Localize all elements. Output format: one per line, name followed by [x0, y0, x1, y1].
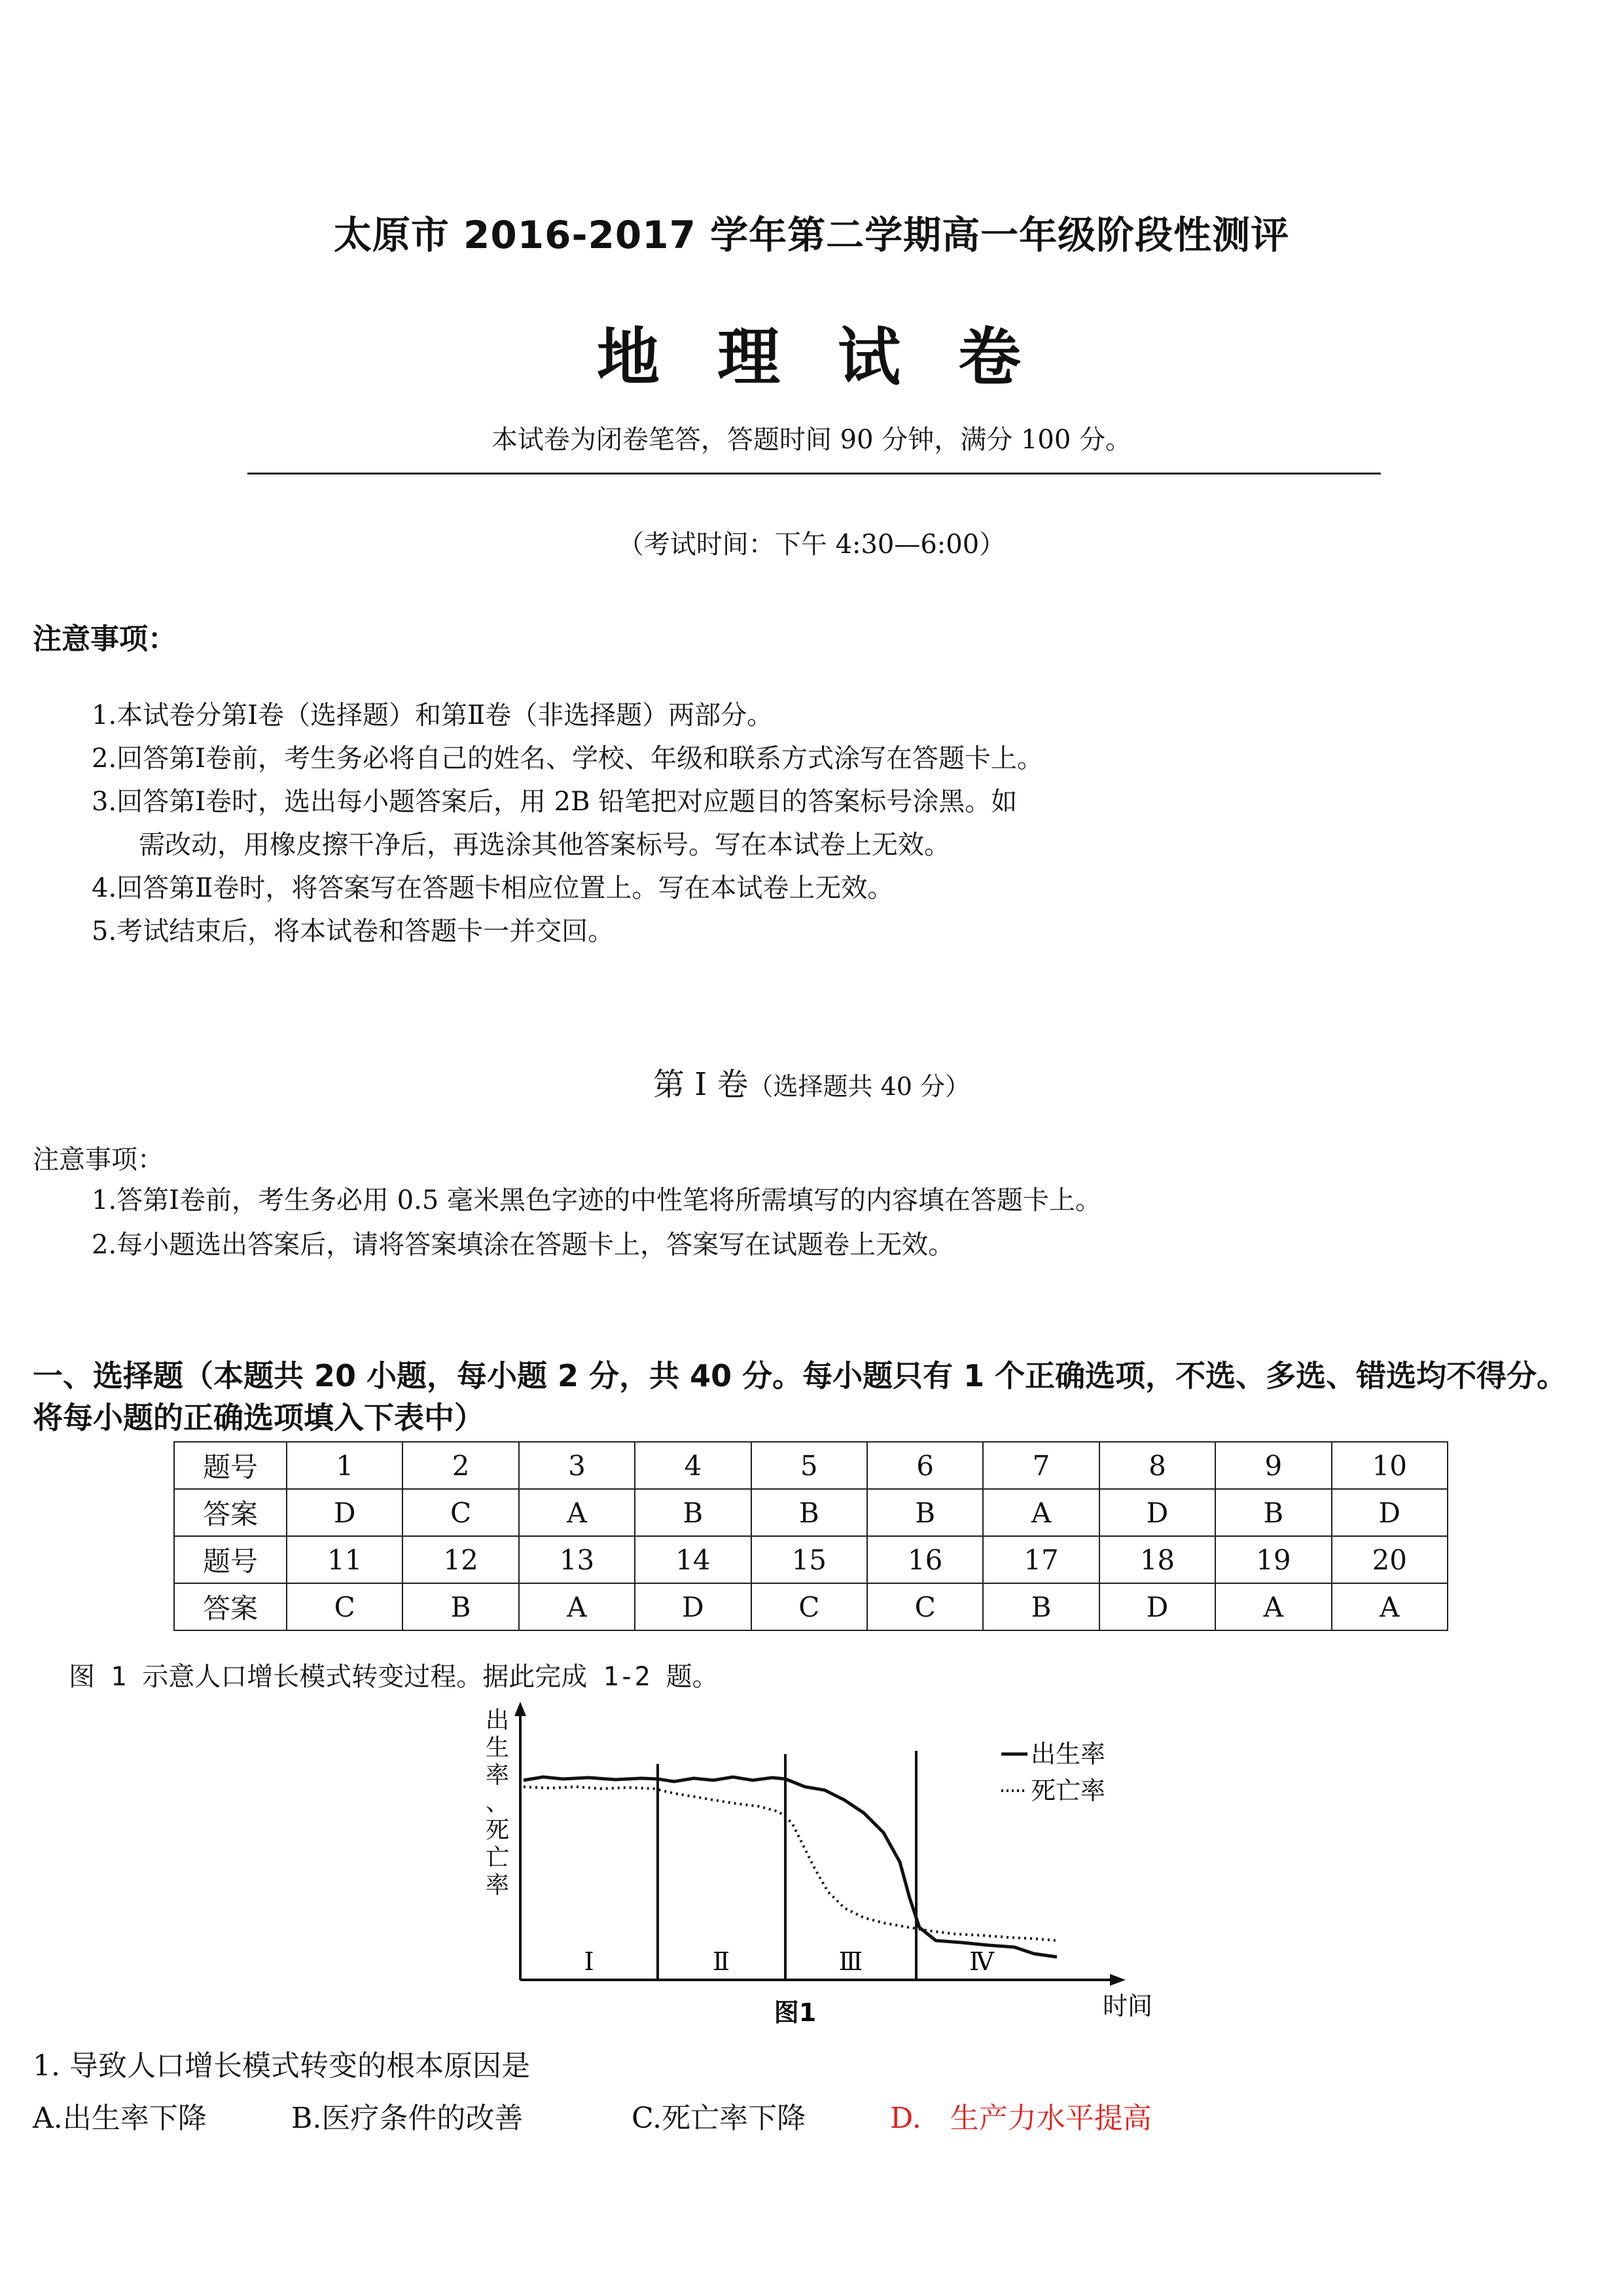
- question-number-cell: 8: [1099, 1442, 1215, 1489]
- notice-item: 2.回答第Ⅰ卷前，考生务必将自己的姓名、学校、年级和联系方式涂写在答题卡上。: [92, 744, 1043, 774]
- answer-cell: C: [867, 1583, 983, 1630]
- question-number-cell: 16: [867, 1536, 983, 1583]
- legend-death-label: 死亡率: [1031, 1776, 1106, 1805]
- answer-cell: A: [519, 1489, 635, 1536]
- question-number-cell: 5: [751, 1442, 867, 1489]
- answer-cell: C: [751, 1583, 867, 1630]
- row-label: 题号: [174, 1442, 287, 1489]
- figure-caption: 图 1 示意人口增长模式转变过程。据此完成 1-2 题。: [69, 1662, 719, 1692]
- question-number-cell: 20: [1332, 1536, 1448, 1583]
- question-number-cell: 11: [287, 1536, 402, 1583]
- divider-line: [247, 473, 1381, 475]
- exam-title: 太原市 2016-2017 学年第二学期高一年级阶段性测评: [333, 213, 1290, 257]
- stage-label: Ⅲ: [838, 1947, 863, 1976]
- answer-cell: B: [983, 1583, 1099, 1630]
- y-axis-label: [486, 1707, 516, 1899]
- table-row: [174, 1442, 1448, 1489]
- table-row: [174, 1489, 1448, 1536]
- notice-list: [92, 694, 1043, 953]
- answer-cell: A: [519, 1583, 635, 1630]
- notice-item: 1.本试卷分第Ⅰ卷（选择题）和第Ⅱ卷（非选择题）两部分。: [92, 700, 774, 730]
- answer-cell: B: [751, 1489, 867, 1536]
- x-axis-label: 时间: [1103, 1992, 1153, 2020]
- question-number-cell: 12: [402, 1536, 518, 1583]
- stage-label: Ⅰ: [584, 1947, 594, 1976]
- question-number-cell: 7: [983, 1442, 1099, 1489]
- option-c: C.死亡率下降: [632, 2102, 806, 2135]
- question-number-cell: 19: [1215, 1536, 1331, 1583]
- y-label-char: 亡: [486, 1844, 510, 1871]
- population-transition-figure: [458, 1702, 1178, 2029]
- option-b: B.医疗条件的改善: [291, 2102, 524, 2135]
- question-number-cell: 13: [519, 1536, 635, 1583]
- option-a: A.出生率下降: [33, 2102, 207, 2135]
- figure-label: 图1: [774, 1998, 817, 2027]
- answer-cell: A: [1215, 1583, 1331, 1630]
- question-number-cell: 3: [519, 1442, 635, 1489]
- y-label-char: 出: [486, 1707, 510, 1734]
- stage-label: Ⅳ: [969, 1947, 994, 1976]
- notice-item: 3.回答第Ⅰ卷时，选出每小题答案后，用 2B 铅笔把对应题目的答案标号涂黑。如: [92, 787, 1018, 817]
- part1-notice-item: 1.答第Ⅰ卷前，考生务必用 0.5 毫米黑色字迹的中性笔将所需填写的内容填在答题卡上。: [92, 1185, 1102, 1215]
- answer-cell: C: [287, 1583, 402, 1630]
- answer-cell: D: [1332, 1489, 1448, 1536]
- section1-heading: 一、选择题（本题共 20 小题，每小题 2 分，共 40 分。每小题只有 1 个正确选项，不选、多选、错选均不得分。将每小题的正确选项填入下表中）: [33, 1358, 1567, 1435]
- notice-item: 需改动，用橡皮擦干净后，再选涂其他答案标号。写在本试卷上无效。: [139, 830, 950, 860]
- question-number-cell: 9: [1215, 1442, 1331, 1489]
- answer-cell: C: [402, 1489, 518, 1536]
- y-label-char: 死: [486, 1817, 510, 1844]
- answer-cell: D: [635, 1583, 751, 1630]
- row-label: 题号: [174, 1536, 287, 1583]
- y-label-char: 、: [486, 1789, 510, 1816]
- part1-notice-heading: 注意事项：: [33, 1145, 164, 1175]
- death-rate-line: [524, 1787, 1057, 1941]
- stage-label: Ⅱ: [713, 1947, 730, 1976]
- question-number-cell: 18: [1099, 1536, 1215, 1583]
- table-row: [174, 1536, 1448, 1583]
- part1-notice-list: [92, 1178, 1101, 1267]
- row-label: 答案: [174, 1583, 287, 1630]
- answer-cell: A: [983, 1489, 1099, 1536]
- y-label-char: 生: [486, 1734, 510, 1761]
- question-number-cell: 2: [402, 1442, 518, 1489]
- exam-time: （考试时间：下午 4:30—6:00）: [617, 529, 1006, 560]
- question1-stem: 1. 导致人口增长模式转变的根本原因是: [33, 2049, 530, 2083]
- part1-subtitle: （选择题共 40 分）: [748, 1072, 970, 1101]
- birth-rate-line: [524, 1777, 1057, 1957]
- answer-cell: D: [1099, 1583, 1215, 1630]
- answer-cell: B: [402, 1583, 518, 1630]
- row-label: 答案: [174, 1489, 287, 1536]
- question-number-cell: 6: [867, 1442, 983, 1489]
- answer-cell: D: [1099, 1489, 1215, 1536]
- answer-table: [173, 1441, 1448, 1631]
- subject-title: 地理试卷: [597, 321, 1079, 394]
- y-label-char: 率: [486, 1762, 510, 1789]
- x-axis-arrow: [1110, 1974, 1126, 1986]
- y-label-char: 率: [486, 1872, 510, 1899]
- answer-cell: A: [1332, 1583, 1448, 1630]
- notice-item: 4.回答第Ⅱ卷时，将答案写在答题卡相应位置上。写在本试卷上无效。: [92, 873, 894, 903]
- option-d: D. 生产力水平提高: [890, 2102, 1152, 2135]
- notice-heading: 注意事项：: [33, 622, 177, 656]
- question-number-cell: 15: [751, 1536, 867, 1583]
- notice-item: 5.考试结束后，将本试卷和答题卡一并交回。: [92, 916, 615, 946]
- part1-notice-item: 2.每小题选出答案后，请将答案填涂在答题卡上，答案写在试题卷上无效。: [92, 1230, 955, 1260]
- part1-title: 第 Ⅰ 卷: [653, 1066, 749, 1103]
- question-number-cell: 1: [287, 1442, 402, 1489]
- answer-cell: B: [867, 1489, 983, 1536]
- legend-birth-label: 出生率: [1031, 1740, 1106, 1768]
- exam-intro: 本试卷为闭卷笔答，答题时间 90 分钟，满分 100 分。: [491, 425, 1132, 455]
- question-number-cell: 17: [983, 1536, 1099, 1583]
- question-number-cell: 10: [1332, 1442, 1448, 1489]
- table-row: [174, 1583, 1448, 1630]
- part1-heading: [0, 1059, 1623, 1104]
- question-number-cell: 14: [635, 1536, 751, 1583]
- answer-cell: D: [287, 1489, 402, 1536]
- answer-cell: B: [635, 1489, 751, 1536]
- question-number-cell: 4: [635, 1442, 751, 1489]
- answer-cell: B: [1215, 1489, 1331, 1536]
